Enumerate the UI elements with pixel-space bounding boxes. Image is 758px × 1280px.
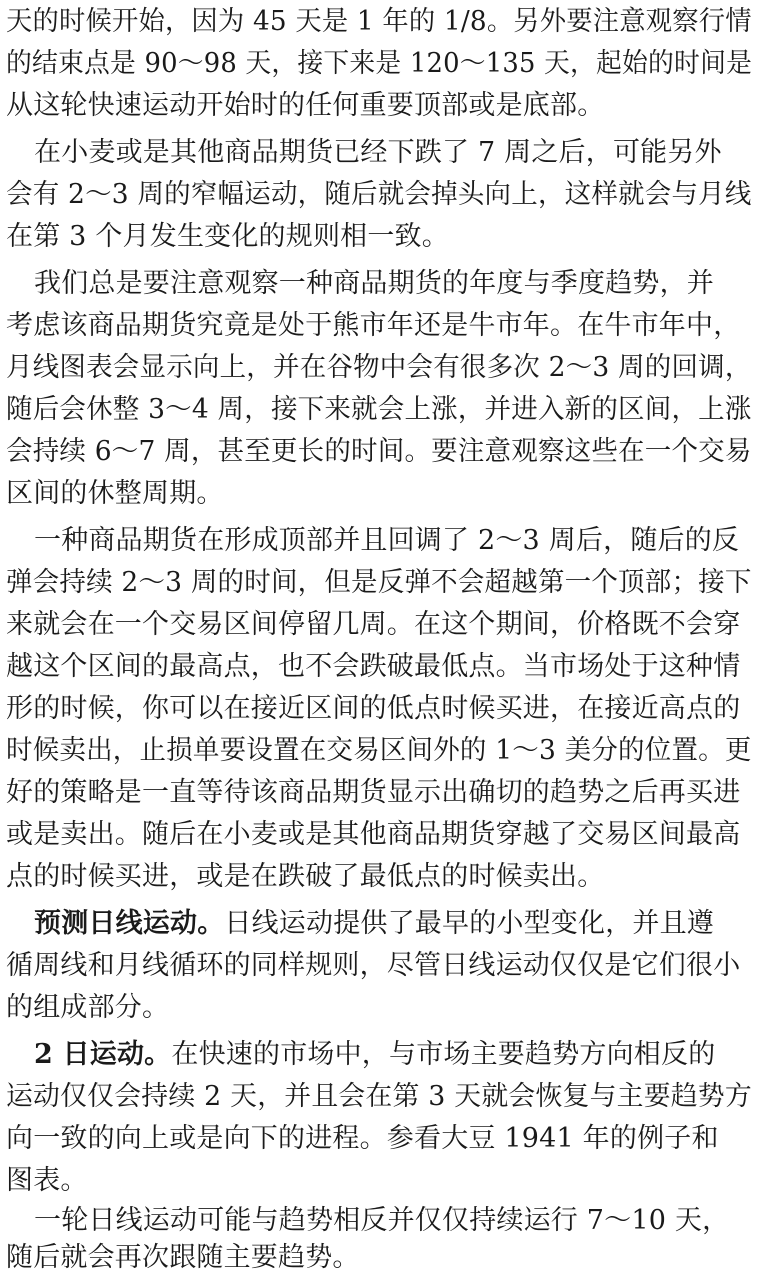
text-line: 来就会在一个交易区间停留几周。在这个期间，价格既不会穿 — [6, 609, 741, 640]
text-line: 越这个区间的最高点，也不会跌破最低点。当市场处于这种情 — [6, 651, 741, 682]
section-heading-two-day: 2 日运动。 — [34, 1039, 172, 1070]
text-line: 循周线和月线循环的同样规则，尽管日线运动仅仅是它们很小 — [6, 950, 741, 981]
text-line: 向一致的向上或是向下的进程。参看大豆 1941 年的例子和 — [6, 1123, 719, 1154]
text-line: 区间的休整周期。 — [6, 478, 224, 509]
text-line: 或是卖出。随后在小麦或是其他商品期货穿越了交易区间最高 — [6, 819, 741, 850]
text-line: 天的时候开始，因为 45 天是 1 年的 1/8。另外要注意观察行情 — [6, 6, 752, 37]
text-line: 从这轮快速运动开始时的任何重要顶部或是底部。 — [6, 90, 605, 121]
paragraph-first-line: 我们总是要注意观察一种商品期货的年度与季度趋势，并 — [34, 268, 714, 299]
text-line: 弹会持续 2～3 周的时间，但是反弹不会超越第一个顶部；接下 — [6, 567, 752, 598]
paragraph-first-line — [34, 904, 714, 944]
section-heading-daily-forecast: 预测日线运动。 — [34, 908, 225, 939]
text-line: 会有 2～3 周的窄幅运动，随后就会掉头向上，这样就会与月线 — [6, 179, 752, 210]
paragraph-first-line — [34, 1035, 715, 1075]
text-line: 在第 3 个月发生变化的规则相一致。 — [6, 221, 449, 252]
text-line: 的组成部分。 — [6, 992, 170, 1023]
text-line: 时候卖出，止损单要设置在交易区间外的 1～3 美分的位置。更 — [6, 735, 752, 766]
paragraph-first-line: 在小麦或是其他商品期货已经下跌了 7 周之后，可能另外 — [34, 137, 722, 168]
paragraph-first-line: 一轮日线运动可能与趋势相反并仅仅持续运行 7～10 天， — [34, 1205, 730, 1236]
text-line: 随后就会再次跟随主要趋势。 — [6, 1242, 360, 1273]
text-run: 在快速的市场中，与市场主要趋势方向相反的 — [171, 1039, 716, 1070]
text-line: 好的策略是一直等待该商品期货显示出确切的趋势之后再买进 — [6, 777, 741, 808]
text-line: 考虑该商品期货究竟是处于熊市年还是牛市年。在牛市年中， — [6, 310, 741, 341]
text-line: 的结束点是 90～98 天，接下来是 120～135 天，起始的时间是 — [6, 48, 753, 79]
text-line: 会持续 6～7 周，甚至更长的时间。要注意观察这些在一个交易 — [6, 436, 752, 467]
text-line: 形的时候，你可以在接近区间的低点时候买进，在接近高点的 — [6, 693, 741, 724]
text-line: 图表。 — [6, 1165, 88, 1196]
paragraph-first-line: 一种商品期货在形成顶部并且回调了 2～3 周后，随后的反 — [34, 525, 740, 556]
text-line: 随后会休整 3～4 周，接下来就会上涨，并进入新的区间，上涨 — [6, 394, 752, 425]
text-line: 点的时候买进，或是在跌破了最低点的时候卖出。 — [6, 861, 605, 892]
text-line: 运动仅仅会持续 2 天，并且会在第 3 天就会恢复与主要趋势方 — [6, 1081, 752, 1112]
text-run: 日线运动提供了最早的小型变化，并且遵 — [224, 908, 715, 939]
text-line: 月线图表会显示向上，并在谷物中会有很多次 2～3 周的回调， — [6, 352, 752, 383]
